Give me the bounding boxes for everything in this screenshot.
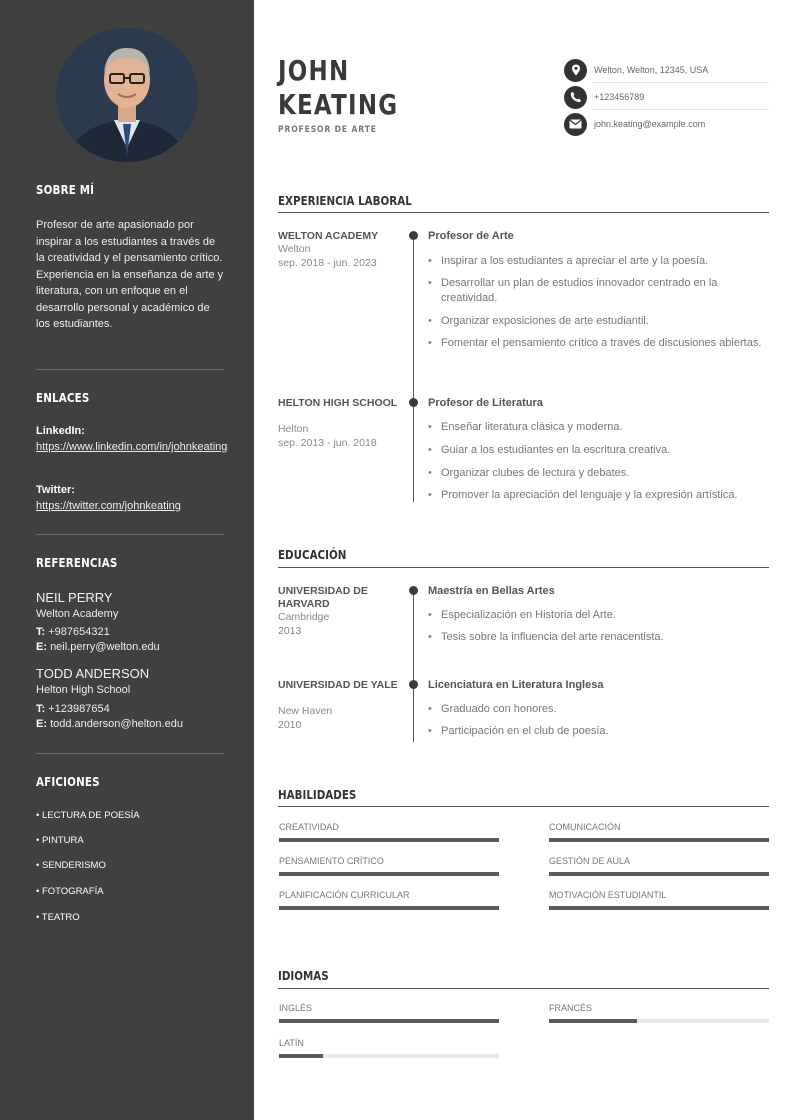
divider	[592, 109, 769, 110]
profile-photo	[56, 28, 198, 162]
phone-icon	[564, 86, 587, 109]
institution: UNIVERSIDAD DE HARVARD	[278, 585, 368, 610]
email-icon	[564, 113, 587, 136]
reference-org: Helton High School	[36, 684, 131, 696]
reference-phone: T: +987654321	[36, 626, 110, 638]
first-name: JOHN	[278, 54, 350, 87]
reference-phone: T: +123987654	[36, 703, 110, 715]
employment-dates: sep. 2018 - jun. 2023	[278, 257, 377, 269]
location-icon	[564, 59, 587, 82]
sidebar	[0, 0, 254, 1120]
section-rule	[278, 212, 769, 213]
bullet-item: • Enseñar literatura clásica y moderna.	[428, 420, 768, 435]
divider	[36, 369, 224, 370]
institution-location: New Haven	[278, 705, 333, 717]
skill-meter: CREATIVIDAD	[279, 822, 499, 842]
employer: HELTON HIGH SCHOOL	[278, 397, 398, 409]
institution: UNIVERSIDAD DE YALE	[278, 679, 398, 691]
reference-org: Welton Academy	[36, 608, 119, 620]
hobby-item: • SENDERISMO	[36, 860, 106, 871]
graduation-year: 2013	[278, 625, 302, 637]
language-meter: INGLÉS	[279, 1003, 499, 1023]
timeline-line	[413, 236, 414, 502]
timeline-dot	[409, 586, 418, 595]
skill-meter: PENSAMIENTO CRÍTICO	[279, 856, 499, 876]
linkedin-link[interactable]: https://www.linkedin.com/in/johnkeating	[36, 441, 228, 453]
about-text: Profesor de arte apasionado por inspirar a los estudiantes a través de la creatividad y el pensamiento crítico. Experiencia en la enseñanza de arte y literatura, con un enfoque en el desarrollo personal y académico de los estudiantes.	[36, 219, 224, 330]
employer-location: Welton	[278, 243, 311, 255]
twitter-link[interactable]: https://twitter.com/johnkeating	[36, 500, 181, 512]
degree: Maestría en Bellas Artes	[428, 585, 555, 597]
bullet-item: • Graduado con honores.	[428, 702, 768, 717]
skills-title: HABILIDADES	[278, 788, 357, 802]
hobby-item: • PINTURA	[36, 835, 84, 846]
skill-meter: PLANIFICACIÓN CURRICULAR	[279, 890, 499, 910]
job-role: Profesor de Literatura	[428, 397, 543, 409]
contact-email: john.keating@example.com	[564, 111, 769, 137]
divider	[592, 82, 769, 83]
divider	[36, 534, 224, 535]
section-rule	[278, 988, 769, 989]
bullet-item: • Organizar clubes de lectura y debates.	[428, 466, 768, 481]
contact-phone: +123456789	[564, 84, 769, 110]
section-rule	[278, 567, 769, 568]
bullet-item: • Tesis sobre la influencia del arte renacentista.	[428, 630, 768, 645]
job-role: Profesor de Arte	[428, 230, 514, 242]
timeline-dot	[409, 231, 418, 240]
hobbies-title: AFICIONES	[36, 775, 100, 789]
bullet-item: • Guiar a los estudiantes en la escritura creativa.	[428, 443, 768, 458]
timeline-dot	[409, 680, 418, 689]
reference-name: NEIL PERRY	[36, 590, 113, 605]
bullet-item: • Organizar exposiciones de arte estudiantil.	[428, 314, 768, 329]
reference-name: TODD ANDERSON	[36, 666, 150, 681]
bullet-item: • Promover la apreciación del lenguaje y la expresión artística.	[428, 488, 768, 503]
degree: Licenciatura en Literatura Inglesa	[428, 679, 604, 691]
skill-meter: GESTIÓN DE AULA	[549, 856, 769, 876]
reference-email: E: todd.anderson@helton.edu	[36, 718, 183, 730]
timeline-line	[413, 590, 414, 742]
linkedin-label: LinkedIn:	[36, 425, 85, 437]
employer: WELTON ACADEMY	[278, 230, 379, 242]
bullet-item: • Participación en el club de poesía.	[428, 724, 768, 739]
language-meter: FRANCÉS	[549, 1003, 769, 1023]
section-rule	[278, 806, 769, 807]
education-title: EDUCACIÓN	[278, 548, 347, 562]
divider	[36, 753, 224, 754]
bullet-item: • Especialización en Historia del Arte.	[428, 608, 768, 623]
links-title: ENLACES	[36, 391, 90, 405]
experience-title: EXPERIENCIA LABORAL	[278, 194, 412, 208]
contact-address: Welton, Welton, 12345, USA	[564, 57, 769, 83]
twitter-label: Twitter:	[36, 484, 75, 496]
hobby-item: • TEATRO	[36, 912, 80, 923]
last-name: KEATING	[278, 88, 399, 121]
skill-meter: MOTIVACIÓN ESTUDIANTIL	[549, 890, 769, 910]
references-title: REFERENCIAS	[36, 556, 118, 570]
employment-dates: sep. 2013 - jun. 2018	[278, 437, 377, 449]
reference-email: E: neil.perry@welton.edu	[36, 641, 160, 653]
institution-location: Cambridge	[278, 611, 330, 623]
timeline-dot	[409, 398, 418, 407]
employer-location: Helton	[278, 423, 309, 435]
hobby-item: • LECTURA DE POESÍA	[36, 810, 140, 821]
about-title: SOBRE MÍ	[36, 183, 95, 197]
languages-title: IDIOMAS	[278, 969, 329, 983]
bullet-item: • Fomentar el pensamiento crítico a través de discusiones abiertas.	[428, 336, 768, 351]
job-title: PROFESOR DE ARTE	[278, 125, 377, 135]
graduation-year: 2010	[278, 719, 302, 731]
bullet-item: • Desarrollar un plan de estudios innovador centrado en la creatividad.	[428, 276, 768, 306]
language-meter: LATÍN	[279, 1038, 499, 1058]
bullet-item: • Inspirar a los estudiantes a apreciar el arte y la poesía.	[428, 254, 768, 269]
hobby-item: • FOTOGRAFÍA	[36, 886, 104, 897]
skill-meter: COMUNICACIÓN	[549, 822, 769, 842]
